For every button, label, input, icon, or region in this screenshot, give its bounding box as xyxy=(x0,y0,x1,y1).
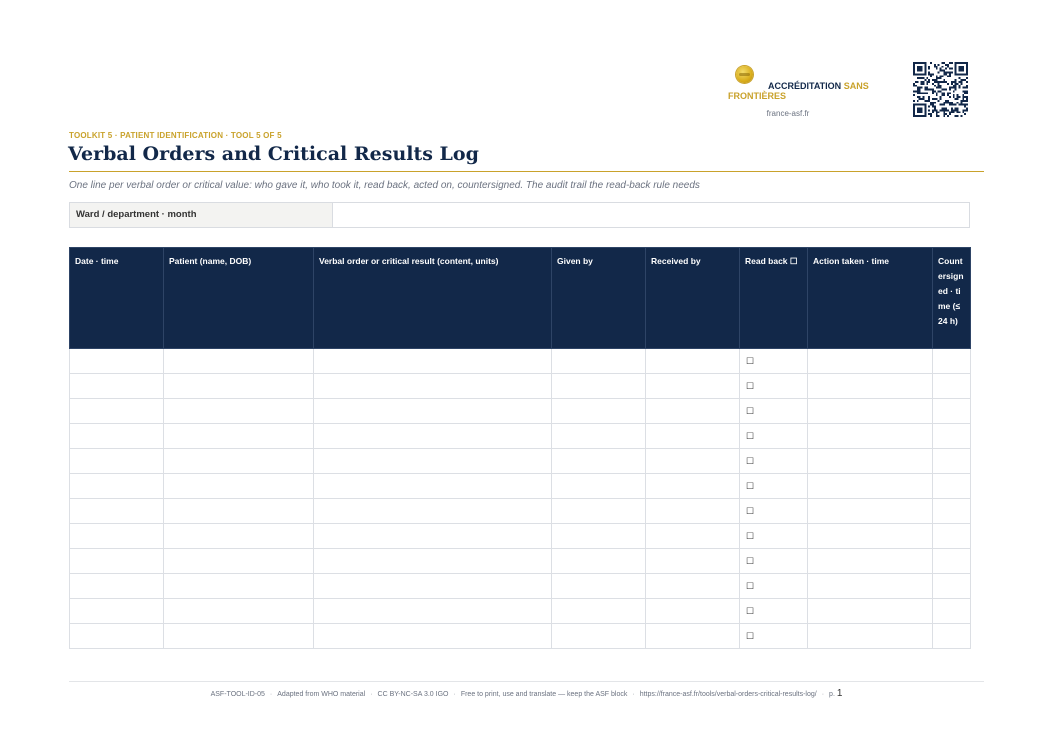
cell-action-taken[interactable] xyxy=(808,574,933,599)
cell-countersigned[interactable] xyxy=(933,499,971,524)
cell-action-taken[interactable] xyxy=(808,399,933,424)
cell-received-by[interactable] xyxy=(646,524,740,549)
cell-countersigned[interactable] xyxy=(933,424,971,449)
footer-page-prefix: p. xyxy=(829,691,835,698)
cell-countersigned[interactable] xyxy=(933,374,971,399)
cell-read-back[interactable] xyxy=(740,524,808,549)
cell-date-time[interactable] xyxy=(70,624,164,649)
cell-order-result[interactable] xyxy=(314,599,552,624)
cell-order-result[interactable] xyxy=(314,524,552,549)
footer-divider xyxy=(69,681,984,682)
cell-read-back[interactable] xyxy=(740,599,808,624)
logo-name-part1: ACCRÉDITATION xyxy=(768,81,842,91)
cell-action-taken[interactable] xyxy=(808,349,933,374)
logo-url: france-asf.fr xyxy=(766,109,810,118)
cell-given-by[interactable] xyxy=(552,574,646,599)
cell-patient[interactable] xyxy=(164,349,314,374)
col-header-patient: Patient (name, DOB) xyxy=(164,248,314,349)
footer-adapted: Adapted from WHO material xyxy=(277,691,366,698)
cell-received-by[interactable] xyxy=(646,399,740,424)
footer-license: CC BY-NC-SA 3.0 IGO xyxy=(377,691,449,698)
title-divider xyxy=(69,171,984,172)
cell-countersigned[interactable] xyxy=(933,449,971,474)
cell-received-by[interactable] xyxy=(646,574,740,599)
table-row xyxy=(70,474,971,499)
cell-patient[interactable] xyxy=(164,399,314,424)
ward-field xyxy=(69,202,970,228)
cell-patient[interactable] xyxy=(164,599,314,624)
cell-patient[interactable] xyxy=(164,449,314,474)
cell-countersigned[interactable] xyxy=(933,399,971,424)
read-back-checkbox[interactable]: ☐ xyxy=(746,430,755,441)
cell-date-time[interactable] xyxy=(70,424,164,449)
cell-order-result[interactable] xyxy=(314,399,552,424)
col-header-order-result: Verbal order or critical result (content, units) xyxy=(314,248,552,349)
cell-patient[interactable] xyxy=(164,549,314,574)
cell-given-by[interactable] xyxy=(552,624,646,649)
cell-received-by[interactable] xyxy=(646,599,740,624)
col-header-countersigned: Countersigned · time (≤ 24 h) xyxy=(933,248,971,349)
cell-given-by[interactable] xyxy=(552,349,646,374)
cell-read-back[interactable] xyxy=(740,624,808,649)
read-back-checkbox[interactable]: ☐ xyxy=(746,605,755,616)
cell-date-time[interactable] xyxy=(70,349,164,374)
cell-date-time[interactable] xyxy=(70,374,164,399)
cell-countersigned[interactable] xyxy=(933,474,971,499)
table-row xyxy=(70,549,971,574)
col-header-date-time: Date · time xyxy=(70,248,164,349)
read-back-checkbox[interactable]: ☐ xyxy=(746,380,755,391)
cell-read-back[interactable] xyxy=(740,449,808,474)
ward-field-input[interactable] xyxy=(333,203,969,227)
col-header-read-back: Read back ☐ xyxy=(740,248,808,349)
read-back-checkbox[interactable]: ☐ xyxy=(746,405,755,416)
table-row xyxy=(70,449,971,474)
table-row xyxy=(70,599,971,624)
cell-given-by[interactable] xyxy=(552,549,646,574)
logo-name-part2: SANS xyxy=(843,81,869,91)
cell-read-back[interactable] xyxy=(740,499,808,524)
cell-given-by[interactable] xyxy=(552,524,646,549)
col-header-received-by: Received by xyxy=(646,248,740,349)
cell-date-time[interactable] xyxy=(70,399,164,424)
cell-received-by[interactable] xyxy=(646,549,740,574)
col-header-given-by: Given by xyxy=(552,248,646,349)
log-table xyxy=(69,247,971,649)
footer-page-number: 1 xyxy=(836,688,843,699)
cell-given-by[interactable] xyxy=(552,449,646,474)
cell-action-taken[interactable] xyxy=(808,374,933,399)
cell-action-taken[interactable] xyxy=(808,499,933,524)
read-back-checkbox[interactable]: ☐ xyxy=(746,630,755,641)
cell-read-back[interactable] xyxy=(740,349,808,374)
cell-order-result[interactable] xyxy=(314,349,552,374)
cell-patient[interactable] xyxy=(164,474,314,499)
read-back-checkbox[interactable]: ☐ xyxy=(746,355,755,366)
read-back-checkbox[interactable]: ☐ xyxy=(746,505,755,516)
cell-patient[interactable] xyxy=(164,499,314,524)
cell-action-taken[interactable] xyxy=(808,424,933,449)
cell-received-by[interactable] xyxy=(646,349,740,374)
cell-patient[interactable] xyxy=(164,624,314,649)
table-row xyxy=(70,624,971,649)
cell-countersigned[interactable] xyxy=(933,574,971,599)
table-row xyxy=(70,574,971,599)
cell-patient[interactable] xyxy=(164,574,314,599)
table-row xyxy=(70,349,971,374)
read-back-checkbox[interactable]: ☐ xyxy=(746,555,755,566)
table-row xyxy=(70,499,971,524)
qr-code-icon xyxy=(913,62,968,117)
cell-read-back[interactable] xyxy=(740,424,808,449)
cell-action-taken[interactable] xyxy=(808,474,933,499)
cell-countersigned[interactable] xyxy=(933,524,971,549)
cell-order-result[interactable] xyxy=(314,624,552,649)
cell-received-by[interactable] xyxy=(646,499,740,524)
cell-countersigned[interactable] xyxy=(933,624,971,649)
cell-given-by[interactable] xyxy=(552,599,646,624)
footer-url[interactable]: https://france-asf.fr/tools/verbal-orders-critical-results-log/ xyxy=(639,691,817,698)
cell-order-result[interactable] xyxy=(314,549,552,574)
table-row xyxy=(70,424,971,449)
cell-action-taken[interactable] xyxy=(808,549,933,574)
read-back-checkbox[interactable]: ☐ xyxy=(746,480,755,491)
toolkit-eyebrow: TOOLKIT 5 · PATIENT IDENTIFICATION · TOOL 5 OF 5 xyxy=(69,131,282,140)
logo-wordmark xyxy=(728,81,888,101)
cell-action-taken[interactable] xyxy=(808,624,933,649)
cell-read-back[interactable] xyxy=(740,549,808,574)
cell-given-by[interactable] xyxy=(552,499,646,524)
page-subtitle: One line per verbal order or critical value: who gave it, who took it, read back, acted on, countersigned. The audit trail the read-back rule needs xyxy=(69,180,700,191)
cell-date-time[interactable] xyxy=(70,524,164,549)
table-row xyxy=(70,399,971,424)
cell-received-by[interactable] xyxy=(646,374,740,399)
cell-action-taken[interactable] xyxy=(808,599,933,624)
col-header-action-taken: Action taken · time xyxy=(808,248,933,349)
cell-received-by[interactable] xyxy=(646,624,740,649)
cell-date-time[interactable] xyxy=(70,574,164,599)
cell-received-by[interactable] xyxy=(646,449,740,474)
cell-given-by[interactable] xyxy=(552,399,646,424)
page-footer: ASF-TOOL-ID-05 · Adapted from WHO material · CC BY-NC-SA 3.0 IGO · Free to print, use and translate — keep the ASF block · https://france-asf.fr/tools/verbal-orders-critical-results-log/ · p. 1 xyxy=(210,688,843,699)
cell-action-taken[interactable] xyxy=(808,524,933,549)
table-header-row xyxy=(70,248,971,349)
cell-read-back[interactable] xyxy=(740,374,808,399)
footer-usage: Free to print, use and translate — keep the ASF block xyxy=(460,691,628,698)
cell-order-result[interactable] xyxy=(314,474,552,499)
cell-countersigned[interactable] xyxy=(933,349,971,374)
cell-date-time[interactable] xyxy=(70,599,164,624)
cell-read-back[interactable] xyxy=(740,399,808,424)
cell-given-by[interactable] xyxy=(552,474,646,499)
cell-given-by[interactable] xyxy=(552,374,646,399)
footer-doc-id: ASF-TOOL-ID-05 xyxy=(210,691,265,698)
cell-date-time[interactable] xyxy=(70,449,164,474)
cell-patient[interactable] xyxy=(164,424,314,449)
cell-countersigned[interactable] xyxy=(933,549,971,574)
cell-order-result[interactable] xyxy=(314,449,552,474)
cell-countersigned[interactable] xyxy=(933,599,971,624)
cell-action-taken[interactable] xyxy=(808,449,933,474)
read-back-checkbox[interactable]: ☐ xyxy=(746,455,755,466)
read-back-checkbox[interactable]: ☐ xyxy=(746,530,755,541)
logo-name-part3: FRONTIÈRES xyxy=(728,91,787,101)
cell-received-by[interactable] xyxy=(646,424,740,449)
cell-order-result[interactable] xyxy=(314,374,552,399)
page-title: Verbal Orders and Critical Results Log xyxy=(68,143,479,165)
cell-patient[interactable] xyxy=(164,374,314,399)
cell-received-by[interactable] xyxy=(646,474,740,499)
ward-field-label: Ward / department · month xyxy=(70,203,333,227)
cell-given-by[interactable] xyxy=(552,424,646,449)
cell-read-back[interactable] xyxy=(740,574,808,599)
cell-read-back[interactable] xyxy=(740,474,808,499)
cell-date-time[interactable] xyxy=(70,499,164,524)
cell-order-result[interactable] xyxy=(314,499,552,524)
cell-order-result[interactable] xyxy=(314,424,552,449)
table-row xyxy=(70,374,971,399)
table-row xyxy=(70,524,971,549)
cell-date-time[interactable] xyxy=(70,549,164,574)
cell-order-result[interactable] xyxy=(314,574,552,599)
cell-date-time[interactable] xyxy=(70,474,164,499)
cell-patient[interactable] xyxy=(164,524,314,549)
read-back-checkbox[interactable]: ☐ xyxy=(746,580,755,591)
